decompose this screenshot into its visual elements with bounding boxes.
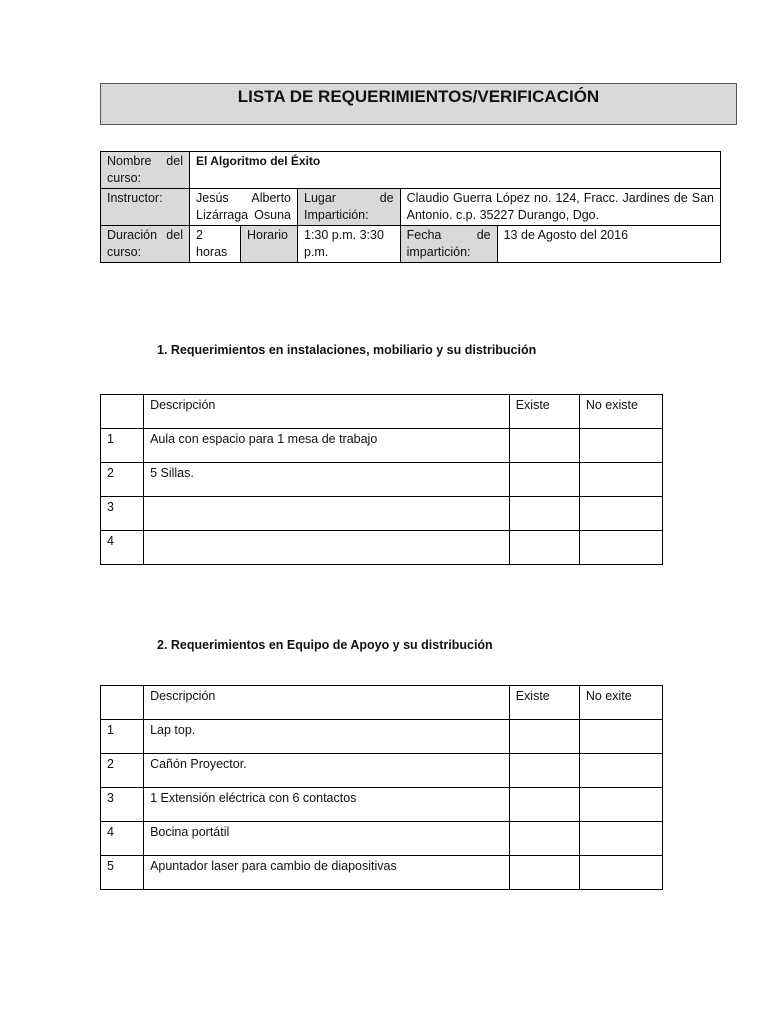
existe-cell [509, 856, 579, 890]
existe-cell [509, 463, 579, 497]
section1-heading: 1. Requerimientos en instalaciones, mobiliario y su distribución [157, 343, 537, 357]
section1-header-existe: Existe [509, 395, 579, 429]
row-description [144, 497, 510, 531]
row-number: 2 [101, 754, 144, 788]
row-description: Aula con espacio para 1 mesa de trabajo [144, 429, 510, 463]
schedule-label: Horario [241, 226, 298, 263]
existe-cell [509, 754, 579, 788]
table-row [101, 856, 663, 890]
existe-cell [509, 531, 579, 565]
table-row [101, 497, 663, 531]
place-value: Claudio Guerra López no. 124, Fracc. Jardines de San Antonio. c.p. 35227 Durango, Dgo. [400, 189, 720, 226]
duration-label: Duración del curso: [101, 226, 190, 263]
row-number: 5 [101, 856, 144, 890]
row-description [144, 531, 510, 565]
row-description: Cañón Proyector. [144, 754, 510, 788]
row-number: 1 [101, 720, 144, 754]
row-description: Lap top. [144, 720, 510, 754]
row-number: 1 [101, 429, 144, 463]
existe-cell [509, 497, 579, 531]
no-existe-cell [579, 788, 662, 822]
table-row [101, 822, 663, 856]
section2-table [100, 685, 663, 890]
no-existe-cell [579, 822, 662, 856]
row-number: 4 [101, 531, 144, 565]
section2-heading: 2. Requerimientos en Equipo de Apoyo y su distribución [157, 638, 493, 652]
row-number: 3 [101, 788, 144, 822]
instructor-label: Instructor: [101, 189, 190, 226]
no-existe-cell [579, 497, 662, 531]
section1-header-num [101, 395, 144, 429]
date-value: 13 de Agosto del 2016 [497, 226, 720, 263]
no-existe-cell [579, 429, 662, 463]
section1-table [100, 394, 663, 565]
course-name-label: Nombre del curso: [101, 152, 190, 189]
schedule-value: 1:30 p.m. 3:30 p.m. [298, 226, 401, 263]
section2-header-num [101, 686, 144, 720]
existe-cell [509, 720, 579, 754]
no-existe-cell [579, 856, 662, 890]
row-number: 3 [101, 497, 144, 531]
row-number: 2 [101, 463, 144, 497]
existe-cell [509, 788, 579, 822]
row-description: Bocina portátil [144, 822, 510, 856]
course-name-value: El Algoritmo del Éxito [190, 152, 721, 189]
section1-header-no-existe: No existe [579, 395, 662, 429]
table-row [101, 720, 663, 754]
course-info-table [100, 151, 721, 263]
table-row [101, 754, 663, 788]
no-existe-cell [579, 754, 662, 788]
existe-cell [509, 429, 579, 463]
row-description: Apuntador laser para cambio de diapositivas [144, 856, 510, 890]
page-title: LISTA DE REQUERIMIENTOS/VERIFICACIÓN [100, 83, 737, 125]
row-description: 1 Extensión eléctrica con 6 contactos [144, 788, 510, 822]
row-number: 4 [101, 822, 144, 856]
existe-cell [509, 822, 579, 856]
row-description: 5 Sillas. [144, 463, 510, 497]
no-existe-cell [579, 720, 662, 754]
table-row [101, 531, 663, 565]
section2-header-existe: Existe [509, 686, 579, 720]
table-row [101, 788, 663, 822]
section2-header-description: Descripción [144, 686, 510, 720]
no-existe-cell [579, 463, 662, 497]
no-existe-cell [579, 531, 662, 565]
instructor-value: Jesús Alberto Lizárraga Osuna [190, 189, 298, 226]
date-label: Fecha de impartición: [400, 226, 497, 263]
duration-value: 2 horas [190, 226, 241, 263]
table-row [101, 429, 663, 463]
table-row [101, 463, 663, 497]
section1-header-description: Descripción [144, 395, 510, 429]
place-label: Lugar de Impartición: [298, 189, 401, 226]
section2-header-no-exite: No exite [579, 686, 662, 720]
